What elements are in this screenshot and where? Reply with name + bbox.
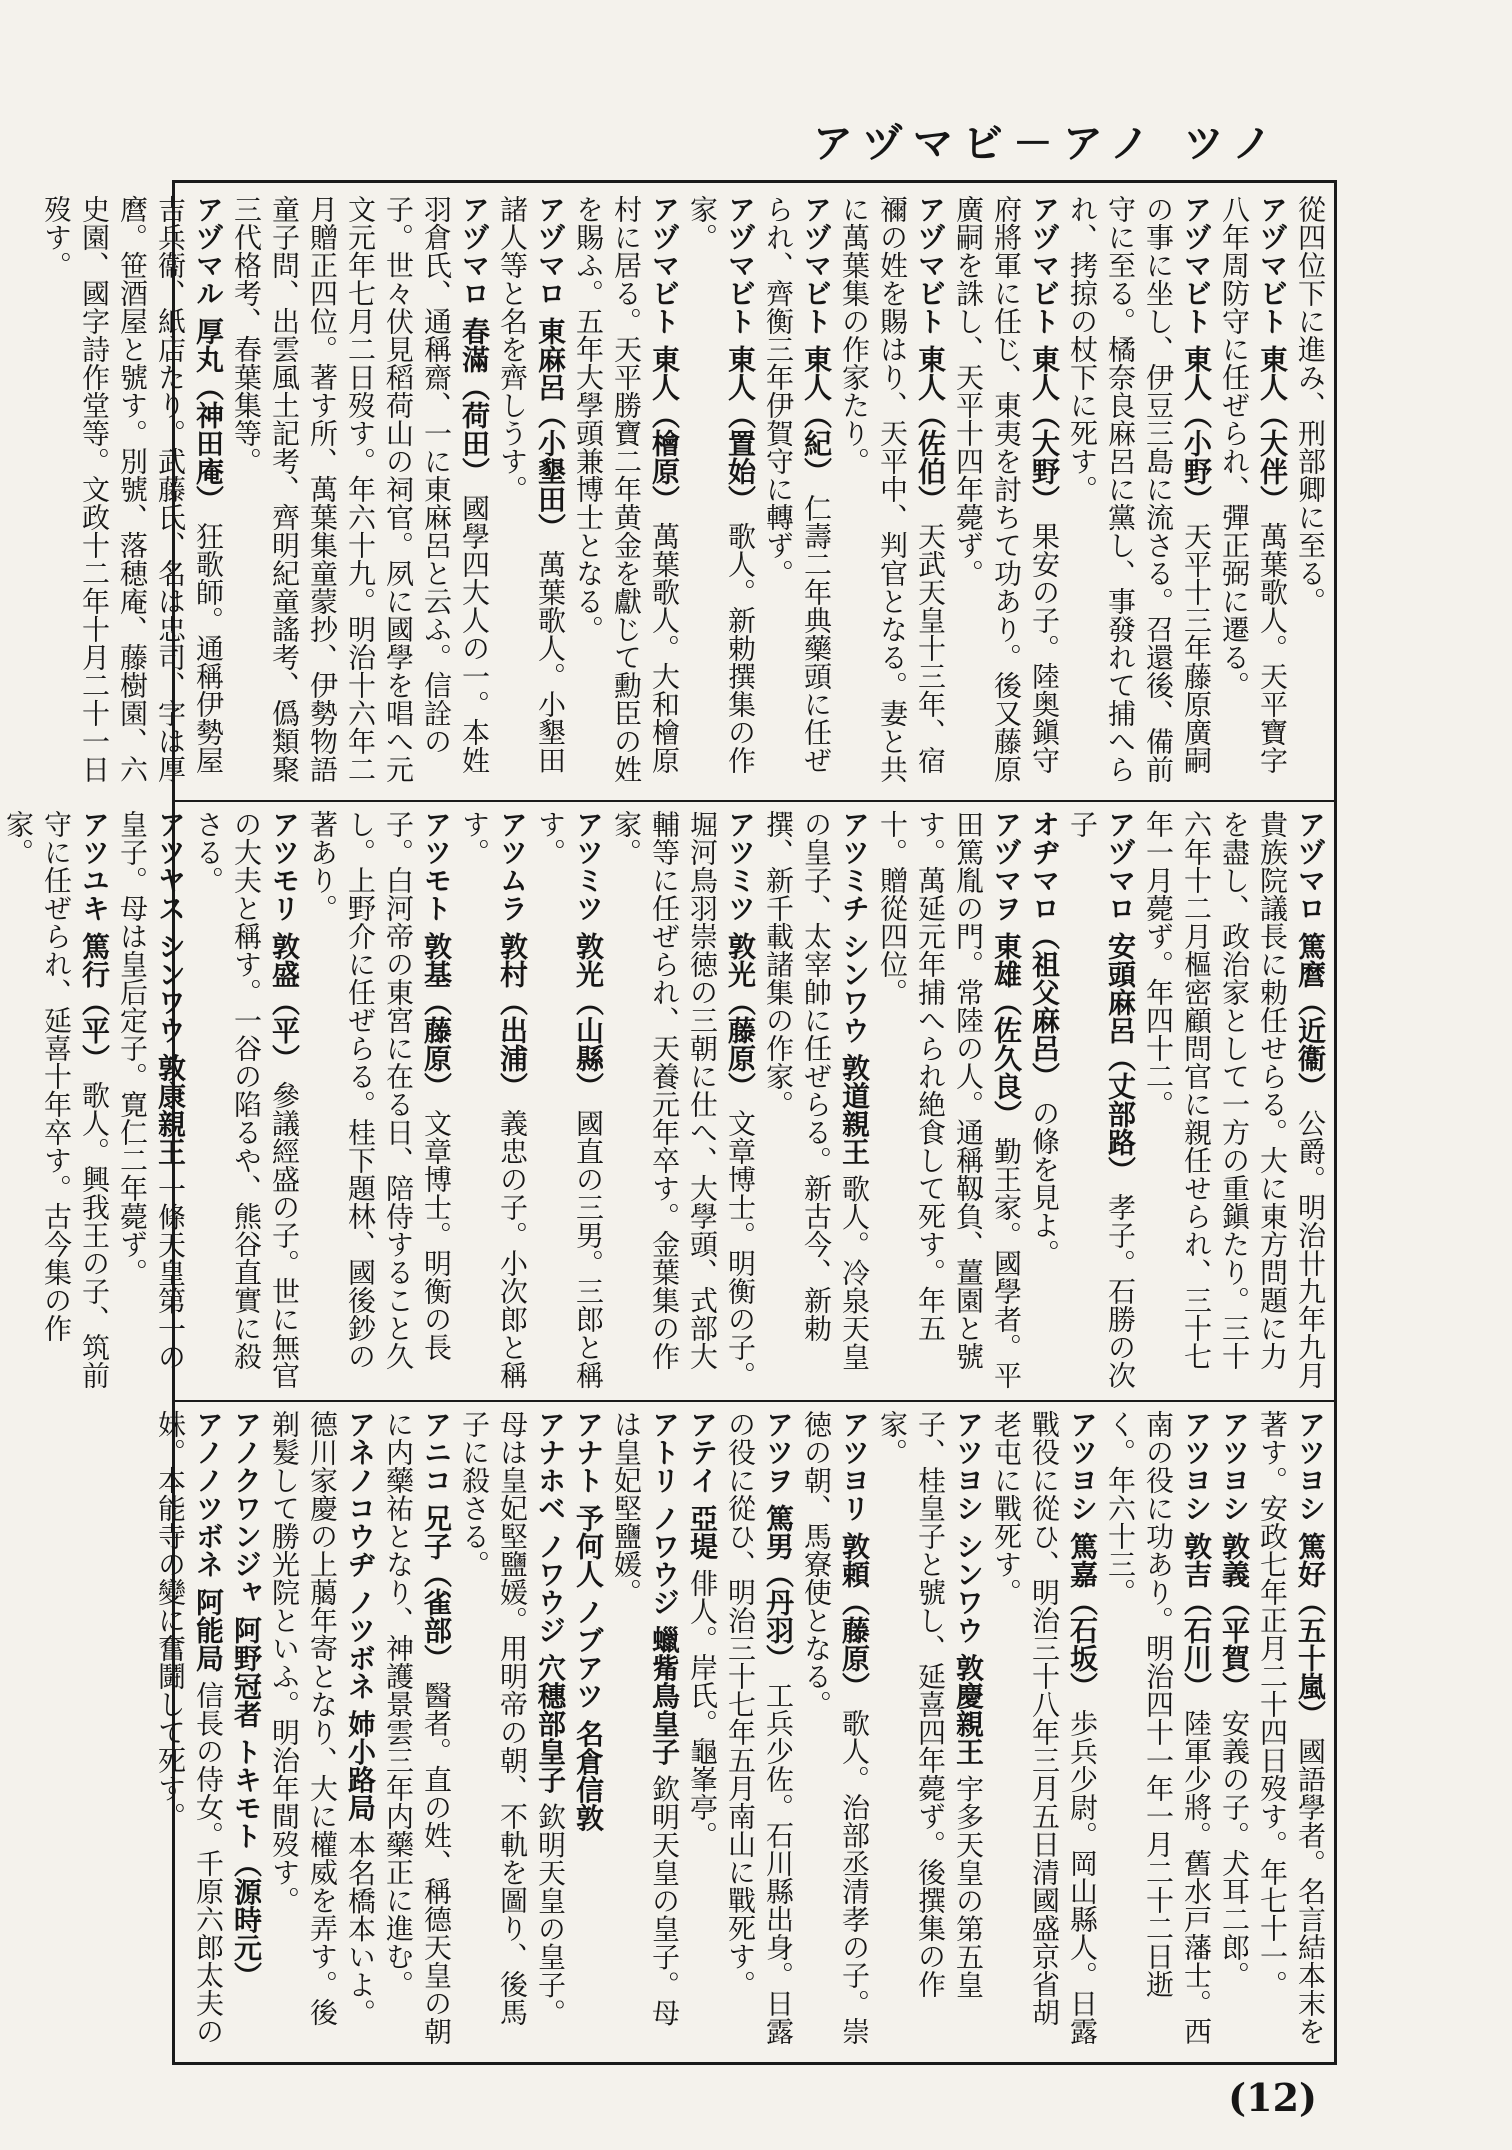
entry-headword: アツヨシ シンワウ 敦慶親王	[952, 1410, 985, 1766]
section-middle-columns	[2, 810, 1329, 1390]
entry-headword: アツモリ 敦盛（平）	[268, 810, 301, 1072]
running-header: アヅマビ－アノ ツノ	[812, 120, 1282, 167]
dictionary-entry	[607, 1410, 683, 2050]
entry-body: 從四位下に進み、刑部卿に至る。	[1294, 195, 1327, 615]
dictionary-entry	[227, 1410, 265, 2050]
entry-headword: アヅマヲ 東雄（佐久良）	[990, 810, 1023, 1128]
dictionary-entry	[683, 1410, 721, 2050]
entry-headword: アツヨシ 敦吉（石川）	[1180, 1410, 1213, 1700]
dictionary-entry	[1215, 1410, 1253, 2050]
entry-headword: オヂマロ（祖父麻呂）	[1028, 810, 1061, 1090]
entry-headword: アヅマル 厚丸（神田庵）	[192, 195, 225, 513]
entry-body: 工兵少佐。石川縣出身。日露の役に從ひ、明治三十七年五月南山に戰死す。	[724, 1410, 795, 2045]
dictionary-entry	[835, 195, 949, 790]
entry-body: 義忠の子。小次郎と稱す。	[458, 810, 529, 1389]
entry-headword: アテイ 亞堤	[686, 1410, 719, 1560]
dictionary-entry	[113, 810, 189, 1390]
dictionary-entry	[189, 810, 303, 1390]
entry-body: 文章博士。明衡の子。堀河鳥羽崇徳の三朝に仕へ、大學頭、式部大輔等に任ぜられ、天養元年卒す。金葉集の作家。	[610, 810, 757, 1389]
entry-headword: アツミチ シンワウ 敦道親王	[838, 810, 871, 1166]
entry-headword: アヅマロ 東麻呂（小墾田）	[534, 195, 567, 541]
entry-body: 歌人。冷泉天皇の皇子、太宰帥に任ぜらる。新古今、新勅撰、新千載諸集の作家。	[762, 810, 871, 1371]
section-bottom-columns	[154, 1410, 1329, 2050]
entry-body: 文章博士。明衡の長子。白河帝の東宮に在る日、陪侍すること久し。上野介に任ぜらる。桂下題林、國後鈔の著あり。	[306, 810, 453, 1370]
entry-body: 萬葉歌人。小墾田諸人等と名を齊しうす。	[496, 195, 567, 774]
entry-body: 宇多天皇の第五皇子、桂皇子と號し、延喜四年薨ず。後撰集の作家。	[876, 1410, 985, 1999]
dictionary-entry	[1215, 195, 1291, 790]
dictionary-entry	[379, 1410, 455, 2050]
entry-body: 醫者。直の姓、稱德天皇の朝に内藥祐となり、神護景雲三年内藥正に進む。	[382, 1410, 453, 2045]
entry-body: 國語學者。名言結本末を著す。安政七年正月二十四日歿す。年七十一。	[1256, 1410, 1327, 2045]
entry-body: 果安の子。陸奥鎭守府將軍に任じ、東夷を討ちて功あり。後又藤原廣嗣を誅し、天平十四年薨ず。	[952, 195, 1061, 783]
dictionary-entry	[37, 195, 227, 790]
dictionary-entry	[1253, 1410, 1329, 2050]
entry-body: 本名橋本いよ。德川家慶の上﨟年寄となり、大に權威を弄す。後剃髮して勝光院といふ。明治年間歿す。	[268, 1410, 377, 2027]
dictionary-entry	[265, 1410, 379, 2050]
entry-body: 一條天皇第一の皇子。母は皇后定子。寛仁二年薨ず。	[116, 810, 187, 1371]
dictionary-entry	[797, 1410, 873, 2050]
dictionary-entry	[1291, 195, 1329, 790]
entry-headword: アツムラ 敦村（出浦）	[496, 810, 529, 1100]
dictionary-entry	[531, 810, 607, 1390]
dictionary-entry	[1025, 810, 1063, 1390]
entry-headword: アヅマビト 東人（大野）	[1028, 195, 1061, 513]
entry-headword: アノノツボネ 阿能局	[192, 1410, 225, 1672]
entry-headword: アナト 予何人 ノブアツ 名倉信敦	[572, 1410, 605, 1832]
entry-headword: アヅマビト 東人（佐伯）	[914, 195, 947, 513]
entry-body: 孝子。石勝の次子	[1066, 810, 1137, 1389]
entry-headword: アヅマビト 東人（小野）	[1180, 195, 1213, 513]
dictionary-entry	[987, 1410, 1101, 2050]
entry-body: 信長の侍女。千原六郎太夫の妹。本能寺の變に奮鬪して死す。	[154, 1410, 225, 2045]
dictionary-entry	[303, 810, 455, 1390]
dictionary-entry	[1101, 1410, 1215, 2050]
entry-headword: アツヲ 篤男（丹羽）	[762, 1410, 795, 1672]
entry-body: 欽明天皇の皇子。母は皇妃堅鹽媛。用明帝の朝、不軌を圖り、後馬子に殺さる。	[458, 1410, 567, 2027]
entry-headword: アヅマロ 篤麿（近衞）	[1294, 810, 1327, 1100]
dictionary-entry	[1063, 810, 1139, 1390]
entry-body: 俳人。岸氏。龜峯亭。	[686, 1568, 719, 1849]
entry-headword: アツミツ 敦光（山縣）	[572, 810, 605, 1100]
dictionary-entry	[0, 810, 113, 1390]
entry-headword: アニコ 兄子（雀部）	[420, 1410, 453, 1672]
entry-body: 歌人。新勅撰集の作家。	[686, 195, 757, 774]
entry-headword: アツヨリ 敦頼（藤原）	[838, 1410, 871, 1700]
dictionary-entry	[949, 195, 1063, 790]
dictionary-entry	[493, 195, 569, 790]
entry-body: 天武天皇十三年、宿禰の姓を賜はり、天平中、判官となる。妻と共に萬葉集の作家たり。	[838, 195, 947, 783]
entry-headword: アツヨシ 篤好（五十嵐）	[1294, 1410, 1327, 1728]
entry-body: 狂歌師。通稱伊勢屋吉兵衞、紙店たり。武藤氏、名は忠司、字は厚麿。笹酒屋と號す。別號、落穂庵、藤樹園、六史園、國字詩作堂等。文政十二年十月二十一日歿す。	[40, 195, 225, 783]
page-number: (12)	[1228, 2075, 1317, 2120]
entry-body: 勤王家。國學者。平田篤胤の門。常陸の人。通稱靱負、薑園と號す。萬延元年捕へられ絶食して死す。年五十。贈從四位。	[876, 810, 1023, 1389]
dictionary-entry	[1063, 195, 1215, 790]
entry-body: 歌人。興我王の子、筑前守に任ぜられ、延喜十年卒す。古今集の作家。	[2, 810, 111, 1389]
entry-body: 歌人。治部丞清孝の子。崇徳の朝、馬寮使となる。	[800, 1410, 871, 2045]
dictionary-entry	[569, 195, 683, 790]
dictionary-entry	[455, 810, 531, 1390]
entry-body: 萬葉歌人。大和檜原村に居る。天平勝寶二年黄金を獻じて勳臣の姓を賜ふ。五年大學頭兼博士となる。	[572, 195, 681, 783]
dictionary-entry	[721, 1410, 797, 2050]
section-bottom	[154, 1410, 1329, 2050]
entry-body: の條を見よ。	[1028, 1098, 1061, 1267]
entry-headword: アツユキ 篤行（平）	[78, 810, 111, 1072]
entry-headword: アヅマビト 東人（紀）	[800, 195, 833, 485]
dictionary-entry	[873, 810, 1025, 1390]
entry-headword: アトリ ノワウジ 蠟觜鳥皇子	[648, 1410, 681, 1766]
entry-body: 天平十三年藤原廣嗣の事に坐し、伊豆三島に流さる。召還後、備前守に至る。橘奈良麻呂に黨し、事發れて捕へられ、拷掠の杖下に死す。	[1066, 195, 1213, 783]
entry-headword: アヅマビト 東人（檜原）	[648, 195, 681, 513]
entry-headword: アツミツ 敦光（藤原）	[724, 810, 757, 1100]
dictionary-entry	[759, 810, 873, 1390]
entry-headword: アナホベ ノワウジ 穴穗部皇子	[534, 1410, 567, 1794]
entry-body: 歩兵少尉。岡山縣人。日露戰役に從ひ、明治三十八年三月五日清國盛京省胡老屯に戰死す。	[990, 1410, 1099, 2045]
section-divider-2	[174, 1400, 1335, 1402]
dictionary-entry	[607, 810, 759, 1390]
entry-headword: アヅマロ 安頭麻呂（丈部路）	[1104, 810, 1137, 1184]
dictionary-entry	[873, 1410, 987, 2050]
entry-headword: アツヤス シンワウ 敦康親王	[154, 810, 187, 1166]
section-top	[40, 195, 1329, 790]
entry-body: 參議經盛の子。世に無官の大夫と稱す。一谷の陷るや、熊谷直實に殺さる。	[192, 810, 301, 1389]
dictionary-entry	[759, 195, 835, 790]
entry-headword: アツヨシ 篤嘉（石坂）	[1066, 1410, 1099, 1700]
entry-headword: アヅマロ 春滿（荷田）	[458, 195, 491, 485]
entry-body: 萬葉歌人。天平寶字八年周防守に任ぜられ、彈正弼に遷る。	[1218, 195, 1289, 774]
entry-body: 安義の子。犬耳二郎。	[1218, 1708, 1251, 1989]
dictionary-entry	[683, 195, 759, 790]
dictionary-entry	[227, 195, 493, 790]
section-top-columns	[40, 195, 1329, 790]
section-middle	[2, 810, 1329, 1390]
entry-body: 國學四大人の一。本姓羽倉氏、通稱齋、一に東麻呂と云ふ。信詮の子。世々伏見稻荷山の祠官。夙に國學を唱へ元文元年七月二日歿す。年六十九。明治十六年二月贈正四位。著す所、萬葉集童蒙抄、伊勢物語童子問、出雲風土記考、齊明紀童謠考、僞類聚三代格考、春葉集等。	[230, 195, 491, 783]
entry-headword: アノクワンジャ 阿野冠者 トキモト（源時元）	[230, 1410, 263, 1990]
dictionary-entry	[151, 1410, 227, 2050]
entry-body: 仁壽二年典藥頭に任ぜられ、齊衡三年伊賀守に轉ず。	[762, 195, 833, 774]
dictionary-entry	[455, 1410, 569, 2050]
entry-body: 國直の三男。三郎と稱す。	[534, 810, 605, 1389]
entry-body: 公爵。明治卄九年九月貴族院議長に勅任せらる。大に東方問題に力を盡し、政治家として一方の重鎭たり。三十六年十二月樞密顧問官に親任せられ、三十七年一月薨ず。年四十二。	[1142, 810, 1327, 1389]
entry-headword: アヅマビト 東人（大伴）	[1256, 195, 1289, 513]
section-divider-1	[174, 800, 1335, 802]
entry-headword: アネノコウヂ ノツボネ 姉小路局	[344, 1410, 377, 1822]
entry-headword: アヅマビト 東人（置始）	[724, 195, 757, 513]
entry-body: 欽明天皇の皇子。母は皇妃堅鹽媛。	[610, 1410, 681, 2027]
entry-body: 陸軍少將。舊水戸藩士。西南の役に功あり。明治四十一年一月二十二日逝く。年六十三。	[1104, 1410, 1213, 2045]
dictionary-entry	[1139, 810, 1329, 1390]
entry-headword: アツモト 敦基（藤原）	[420, 810, 453, 1100]
entry-headword: アツヨシ 敦義（平賀）	[1218, 1410, 1251, 1700]
dictionary-entry	[569, 1410, 607, 2050]
